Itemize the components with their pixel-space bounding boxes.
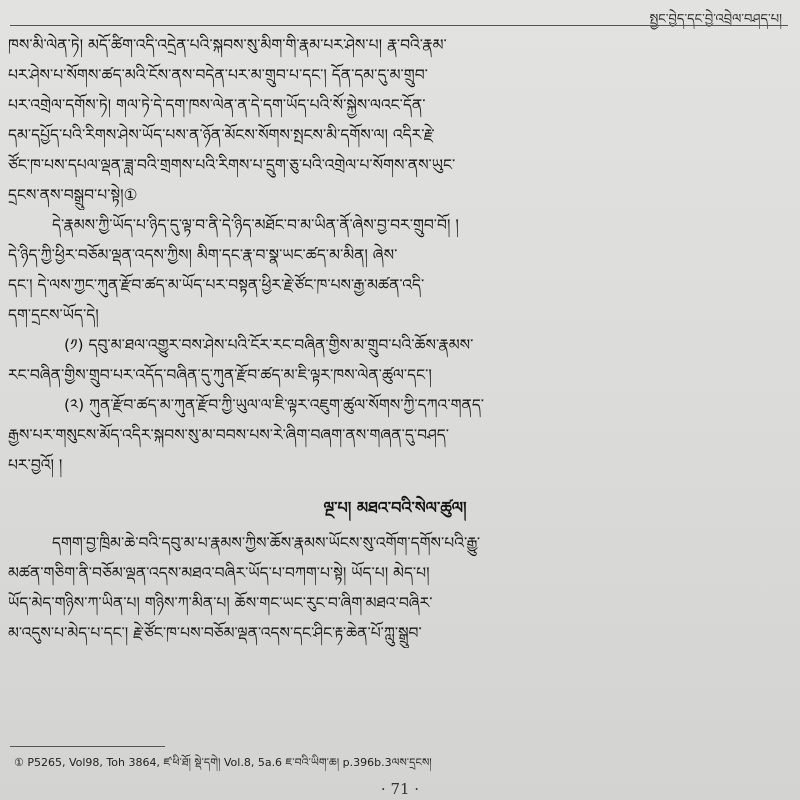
header-rule (10, 25, 788, 26)
page-number: · 71 · (380, 780, 420, 798)
text-line: པར་ཤེས་པ་སོགས་ཚད་མའི་ངོས་ནས་བདེན་པར་མ་གྲུབ་པ་དང་། དོན་དམ་དུ་མ་གྲུབ་ (8, 66, 428, 84)
text-line: པར་འགྲེལ་དགོས་ཏེ། གལ་ཏེ་དེ་དག་ཁས་ལེན་ན་དེ་དག་ཡོད་པའི་སོ་སྐྱེས་ལའང་དོན་ (8, 96, 426, 114)
text-line: ཡོད་མེད་གཉིས་ཀ་ཡིན་པ། གཉིས་ཀ་མིན་པ། ཆོས་གང་ཡང་རུང་བ་ཞིག་མཐའ་བཞིར་ (8, 594, 433, 612)
text-line-citation: དྲངས་ནས་བསྒྲུབ་པ་སྟེ།① (8, 186, 138, 204)
footnote: ① P5265, Vol98, Toh 3864, ཛ་ཕི་ཐོ། སྡེ་དགེ། Vol.8, 5a.6 ཇ་བའི་ཡིག་ཆ། p.396b.3ལས་དྲངས། (14, 756, 432, 769)
list-item-1: (༡) དབུ་མ་ཐལ་འགྱུར་བས་ཤེས་པའི་ངོར་རང་བཞིན་གྱིས་མ་གྲུབ་པའི་ཆོས་རྣམས་ (64, 336, 474, 354)
text-line: དགག་བྱ་ཁྲིམ་ཆེ་བའི་དབུ་མ་པ་རྣམས་ཀྱིས་ཆོས་རྣམས་ཡོངས་སུ་འགོག་དགོས་པའི་རྒྱུ་ (52, 534, 481, 552)
text-line: རྒྱས་པར་གསུངས་མོད་འདིར་སྐབས་སུ་མ་བབས་པས་རེ་ཞིག་བཞག་ནས་གཞན་དུ་བཤད་ (8, 426, 450, 444)
running-header: སྤྱང་བྱེད་དང་བྱེ་འབྲེལ་བཤད་པ། (649, 12, 782, 27)
body-text (8, 30, 782, 648)
text-line: ཙོང་ཁ་པས་དཔལ་ལྡན་ཟླ་བའི་གྲགས་པའི་རིགས་པ་དྲུག་ཅུ་པའི་འགྲེལ་པ་སོགས་ནས་ཡུང་ (8, 156, 456, 174)
text-line: དག་དྲངས་ཡོད་དེ། (8, 306, 99, 324)
list-item-2: (༢) ཀུན་རྫོབ་ཚད་མ་ཀུན་རྫོབ་ཀྱི་ཡུལ་ལ་ཇི་ལྟར་འཇུག་ཚུལ་སོགས་ཀྱི་དཀའ་གནད་ (64, 396, 485, 414)
section-heading: ལྔ་པ། མཐའ་བའི་སེལ་ཚུལ། (323, 498, 467, 517)
text-line: དང་། དེ་ལས་ཀྱང་ཀུན་རྫོབ་ཚད་མ་ཡོད་པར་བསྟན་ཕྱིར་རྗེ་ཙོང་ཁ་པས་རྒྱ་མཚན་འདི་ (8, 276, 425, 294)
text-line: མཚན་གཅིག་ནི་བཅོམ་ལྡན་འདས་མཐའ་བཞིར་ཡོད་པ་བཀག་པ་སྟེ། ཡོད་པ། མེད་པ། (8, 564, 430, 582)
text-line: དེ་རྣམས་ཀྱི་ཡོད་པ་ཉིད་དུ་ལྟ་བ་ནི་དེ་ཉིད་མཐོང་བ་མ་ཡིན་ནོ་ཞེས་བྱ་བར་གྲུབ་བོ། ། (52, 216, 459, 234)
text-line: ཁས་མི་ལེན་ཏེ། མདོ་ཚིག་འདི་འདྲེན་པའི་སྐབས་སུ་མིག་གི་རྣམ་པར་ཤེས་པ། རྣ་བའི་རྣམ་ (8, 36, 447, 54)
text-line: མ་འདུས་པ་མེད་པ་དང་། རྗེ་ཙོང་ཁ་པས་བཅོམ་ལྡན་འདས་དང་ཤིང་རྟ་ཆེན་པོ་ཀླུ་སྒྲུབ་ (8, 624, 422, 642)
text-line: དམ་དཔྱོད་པའི་རིགས་ཤེས་ཡོད་པས་ན་ཉོན་མོངས་སོགས་སྤངས་མི་དགོས་ལ། འདིར་རྗེ་ (8, 126, 435, 144)
text-line: པར་བྱའོ། ། (8, 456, 63, 474)
text-line: དེ་ཉིད་ཀྱི་ཕྱིར་བཅོམ་ལྡན་འདས་ཀྱིས། མིག་དང་རྣ་བ་སྣ་ཡང་ཚད་མ་མིན། ཞེས་ (8, 246, 398, 264)
text-line: རང་བཞིན་གྱིས་གྲུབ་པར་འདོད་བཞིན་དུ་ཀུན་རྫོབ་ཚད་མ་ཇི་ལྟར་ཁས་ལེན་ཚུལ་དང་། (8, 366, 432, 384)
footnote-rule (10, 746, 165, 747)
